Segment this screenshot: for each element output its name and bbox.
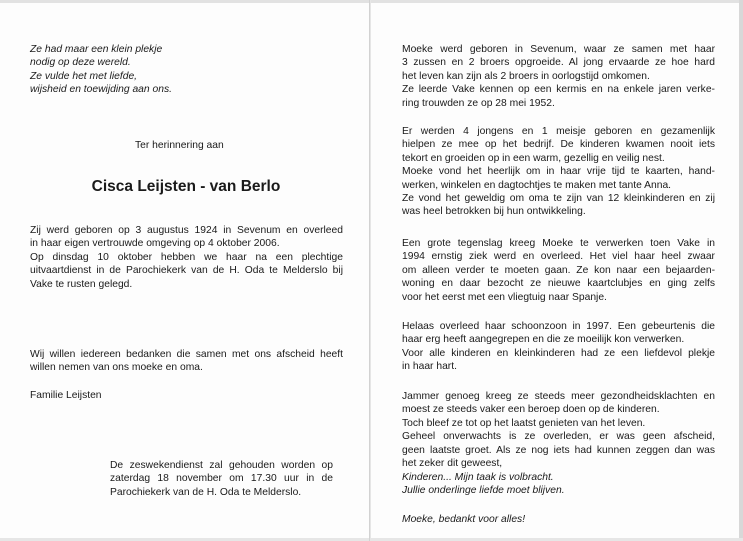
intro-text: Ter herinnering aan (135, 140, 224, 151)
text-line: Ze vond het geweldig om oma te zijn van 12 kleinkinderen en zij (402, 193, 715, 205)
text-line: het zeker dit geweest, (402, 458, 503, 470)
mass-line: zaterdag 18 november om 17.30 uur in de (110, 473, 333, 485)
mass-announcement (110, 459, 333, 499)
poem-line: wijsheid en toewijding aan ons. (30, 84, 172, 96)
mass-line: De zeswekendienst zal gehouden worden op (110, 460, 333, 471)
text-line: Helaas overleed haar schoonzoon in 1997. Een gebeurtenis die (402, 321, 715, 332)
thanks-paragraph (30, 348, 343, 375)
bio-line: Vake te rusten gelegd. (30, 278, 133, 290)
life-paragraph-5 (402, 390, 715, 470)
card-edge-top (0, 0, 743, 3)
poem-line: nodig op deze wereld. (30, 57, 131, 69)
family-signature: Familie Leijsten (30, 390, 102, 401)
poem-line: Ze vulde het met liefde, (30, 70, 138, 82)
text-line: hielpen ze mee op het bedrijf. De kinderen kwamen nooit iets (402, 139, 715, 151)
poem (30, 43, 172, 97)
text-line: Er werden 4 jongens en 1 meisje geboren en gezamenlijk (402, 126, 715, 137)
quote-line: Jullie onderlinge liefde moet blijven. (402, 485, 565, 497)
text-line: om alleen verder te moeten gaan. Ze kon naar een bejaarden- (402, 264, 715, 276)
card-edge-right (739, 0, 743, 541)
thanks-line: Wij willen iedereen bedanken die samen met ons afscheid heeft (30, 349, 343, 360)
text-line: in haar hart. (402, 361, 457, 373)
text-line: ring trouwden ze op 28 mei 1952. (402, 97, 555, 109)
text-line: Ze leerde Vake kennen op een kermis en na enkele jaren verke- (402, 84, 715, 96)
text-line: was heel betrokken bij hun ontwikkeling. (402, 206, 586, 218)
text-line: haar erg heeft aangegrepen en die ze moeilijk kon verwerken. (402, 334, 685, 346)
text-line: Een grote tegenslag kreeg Moeke te verwerken toen Vake in (402, 238, 715, 249)
text-line: 1994 ernstig ziek werd en overleed. Het viel haar heel zwaar (402, 251, 715, 263)
text-line: 3 zussen en 2 broers opgroeide. Al jong ervaarde ze hoe hard (402, 57, 715, 69)
life-paragraph-1 (402, 43, 715, 110)
bio-line: Op dinsdag 10 oktober hebben we haar na een plechtige (30, 251, 343, 263)
text-line: geen laatste groet. Als ze nog iets had kunnen zeggen dan was (402, 444, 715, 456)
bio-line: Zij werd geboren op 3 augustus 1924 in Sevenum en overleed (30, 225, 343, 236)
thanks-line: willen nemen van ons moeke en oma. (30, 362, 203, 374)
life-paragraph-2 (402, 125, 715, 219)
text-line: Moeke werd geboren in Sevenum, waar ze samen met haar (402, 44, 715, 55)
final-words-quote (402, 471, 565, 498)
bio-paragraph (30, 224, 343, 291)
text-line: Geheel onverwachts is ze overleden, er was geen afscheid, (402, 431, 715, 443)
bio-line: uitvaartdienst in de Parochiekerk van de H. Oda te Melderslo bij (30, 265, 343, 277)
closing-line: Moeke, bedankt voor alles! (402, 514, 526, 525)
card-fold (369, 0, 371, 541)
text-line: Jammer genoeg kreeg ze steeds meer gezondheidsklachten en (402, 391, 715, 402)
text-line: woning en daar bezocht ze nieuwe kaartclubjes en ging zelfs (402, 278, 715, 290)
mass-line: Parochiekerk van de H. Oda te Melderslo. (110, 486, 302, 498)
life-paragraph-4 (402, 320, 715, 374)
text-line: moest ze steeds vaker een beroep doen op de kinderen. (402, 404, 660, 416)
text-line: Moeke vond het heerlijk om in haar vrije tijd te kaarten, hand- (402, 166, 715, 178)
text-line: Toch bleef ze tot op het laatst genieten van het leven. (402, 417, 646, 429)
text-line: het leven kan zijn als 2 broers in oorlogstijd omkomen. (402, 70, 650, 82)
life-paragraph-3 (402, 237, 715, 304)
text-line: tekort en groeiden op in een warm, gezellig en veilig nest. (402, 152, 665, 164)
poem-line: Ze had maar een klein plekje (30, 44, 163, 55)
text-line: voor het eerst met een vliegtuig naar Spanje. (402, 291, 607, 303)
bio-line: in haar eigen vertrouwde omgeving op 4 oktober 2006. (30, 238, 280, 250)
text-line: werken, winkelen en dagtochtjes te maken met tante Anna. (402, 179, 672, 191)
deceased-name: Cisca Leijsten - van Berlo (91, 178, 281, 195)
quote-line: Kinderen... Mijn taak is volbracht. (402, 472, 554, 483)
text-line: Voor alle kinderen en kleinkinderen had ze een liefdevol plekje (402, 347, 715, 359)
